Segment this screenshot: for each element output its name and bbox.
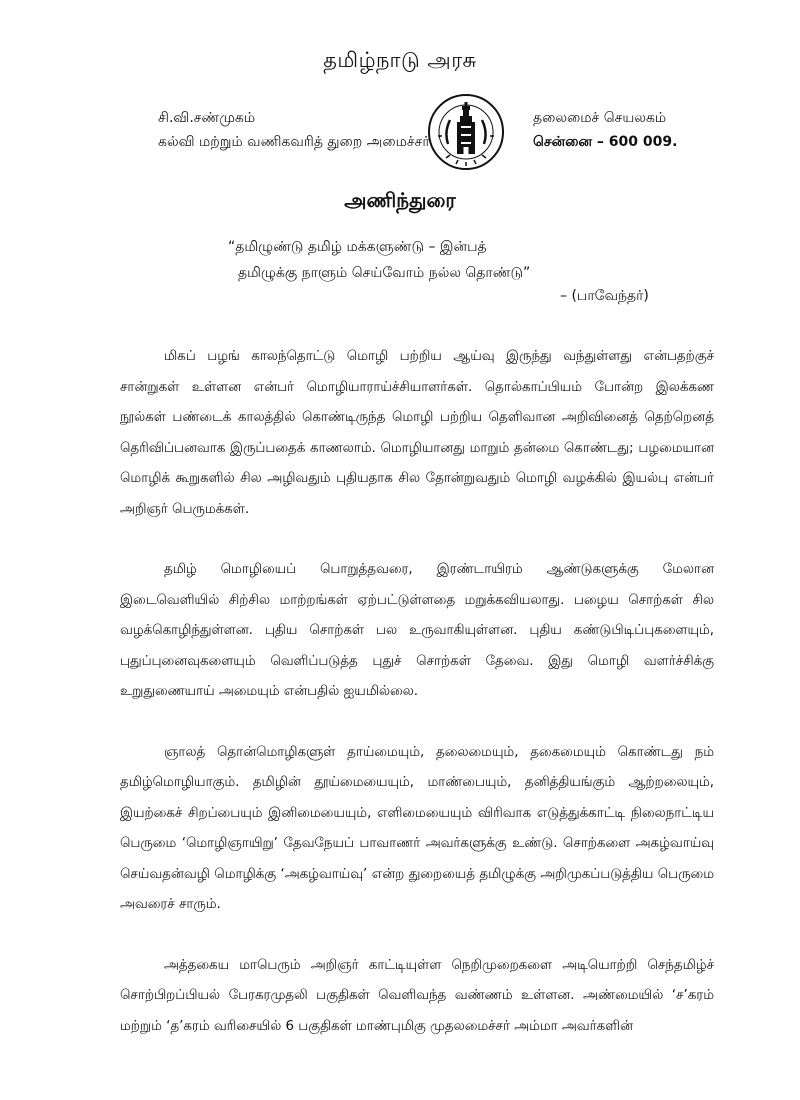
paragraph: அத்தகைய மாபெரும் அறிஞர் காட்டியுள்ள நெறிமுறைகளை அடியொற்றி செந்தமிழ்ச் சொற்பிறப்பியல் பேரகரமுதலி பகுதிகள் வெளிவந்த வண்ணம் உள்ளன. அண்மையில் ‘ச’கரம் மற்றும் ‘த’கரம் வரிசையில் 6 பகுதிகள் மாண்புமிகு முதலமைச்சர் அம்மா அவர்களின்: [120, 957, 714, 1034]
verse-quote: [228, 234, 530, 286]
minister-block: [158, 106, 430, 154]
verse-line-1: “தமிழுண்டு தமிழ் மக்களுண்டு – இன்பத்: [228, 239, 487, 255]
minister-title: கல்வி மற்றும் வணிகவரித் துறை அமைச்சர்: [158, 134, 430, 150]
verse-line-2: தமிழுக்கு நாளும் செய்வோம் நல்ல தொண்டு”: [238, 265, 531, 281]
paragraph: ஞாலத் தொன்மொழிகளுள் தாய்மையும், தலைமையும், தகைமையும் கொண்டது நம் தமிழ்மொழியாகும். தமிழின் தூய்மையையும், மாண்பையும், தனித்தியங்கும் ஆற்றலையும், இயற்கைச் சிறப்பையும் இனிமையையும், எளிமையையும் விரிவாக எடுத்துக்காட்டி நிலைநாட்டிய பெருமை ‘மொழிஞாயிறு’ தேவநேயப் பாவாணர் அவர்களுக்கு உண்டு. சொற்களை அகழ்வாய்வு செய்வதன்வழி மொழிக்கு ‘அகழ்வாய்வு’ என்ற துறையைத் தமிழுக்கு அறிமுகப்படுத்திய பெருமை அவரைச் சாரும்.: [120, 744, 714, 912]
tamil-nadu-emblem-icon: [426, 92, 506, 172]
body-text: [120, 342, 714, 1072]
office-block: [533, 106, 677, 154]
paragraph: தமிழ் மொழியைப் பொறுத்தவரை, இரண்டாயிரம் ஆண்டுகளுக்கு மேலான இடைவெளியில் சிற்சில மாற்றங்கள் ஏற்பட்டுள்ளதை மறுக்கவியலாது. பழைய சொற்கள் சில வழக்கொழிந்துள்ளன. புதிய சொற்கள் பல உருவாகியுள்ளன. புதிய கண்டுபிடிப்புகளையும், புதுப்புனைவுகளையும் வெளிப்படுத்த புதுச் சொற்கள் தேவை. இது மொழி வளர்ச்சிக்கு உறுதுணையாய் அமையும் என்பதில் ஐயமில்லை.: [120, 562, 714, 699]
city-pin: சென்னை – 600 009.: [533, 134, 678, 150]
verse-author: – (பாவேந்தர்): [560, 288, 649, 304]
government-title: தமிழ்நாடு அரசு: [323, 48, 477, 72]
office-name: தலைமைச் செயலகம்: [533, 110, 667, 126]
minister-name: சி.வி.சண்முகம்: [158, 110, 256, 126]
paragraph: மிகப் பழங் காலந்தொட்டு மொழி பற்றிய ஆய்வு இருந்து வந்துள்ளது என்பதற்குச் சான்றுகள் உள்ளன என்பர் மொழியாராய்ச்சியாளர்கள். தொல்காப்பியம் போன்ற இலக்கண நூல்கள் பண்டைக் காலத்தில் கொண்டிருந்த மொழி பற்றிய தெளிவான அறிவினைத் தெற்றெனத் தெரிவிப்பனவாக இருப்பதைக் காணலாம். மொழியானது மாறும் தன்மை கொண்டது; பழமையான மொழிக் கூறுகளில் சில அழிவதும் புதியதாக சில தோன்றுவதும் மொழி வழக்கில் இயல்பு என்பர் அறிஞர் பெருமக்கள்.: [120, 349, 714, 517]
foreword-title: அணிந்துரை: [344, 188, 456, 212]
